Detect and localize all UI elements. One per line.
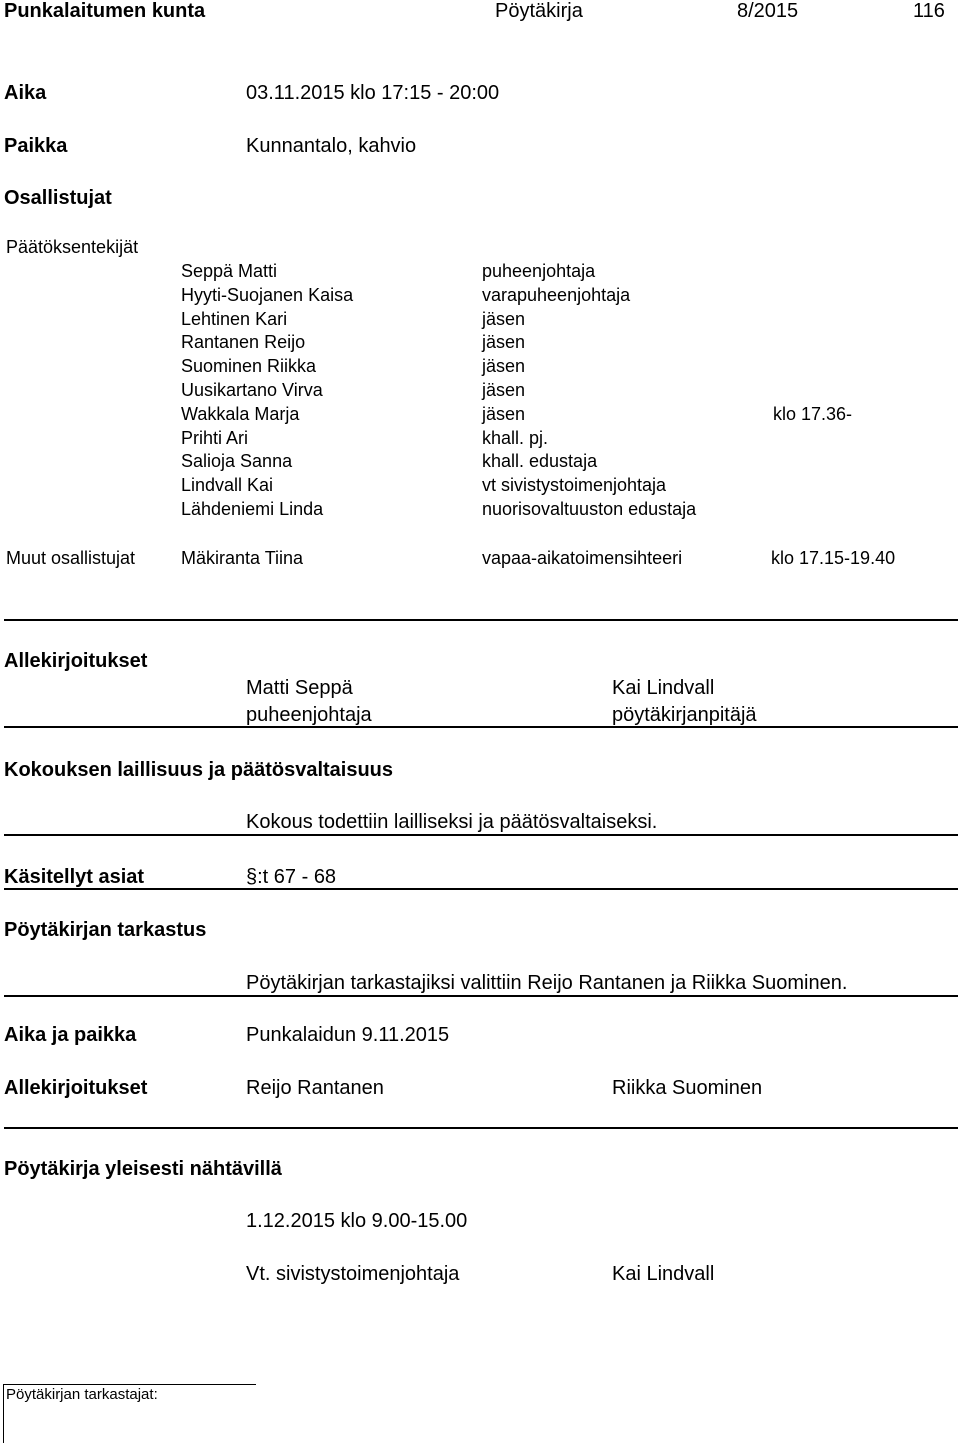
chair-name: Matti Seppä (246, 677, 353, 699)
member-name: Suominen Riikka (181, 356, 317, 376)
other-participants-label: Muut osallistujat (6, 548, 136, 568)
member-name: Prihti Ari (181, 428, 249, 448)
reviewers-initials-box (3, 1384, 256, 1443)
divider (4, 888, 958, 890)
official-name: Kai Lindvall (612, 1263, 715, 1285)
time-place-value: Punkalaidun 9.11.2015 (246, 1024, 450, 1046)
member-role: puheenjohtaja (482, 261, 596, 281)
divider (4, 995, 958, 997)
reviewer-2-name: Riikka Suominen (612, 1077, 763, 1099)
time-place-label: Aika ja paikka (4, 1024, 137, 1046)
official-title: Vt. sivistystoimenjohtaja (246, 1263, 460, 1285)
member-name: Rantanen Reijo (181, 332, 306, 352)
review-label: Pöytäkirjan tarkastus (4, 919, 207, 941)
header-page-number: 116 (913, 0, 945, 22)
member-role: varapuheenjohtaja (482, 285, 631, 305)
secretary-name: Kai Lindvall (612, 677, 715, 699)
review-text: Pöytäkirjan tarkastajiksi valittiin Reijo Rantanen ja Riikka Suominen. (246, 972, 848, 994)
reviewers-label: Pöytäkirjan tarkastajat: (6, 1386, 158, 1403)
legality-label: Kokouksen laillisuus ja päätösvaltaisuus (4, 759, 394, 781)
time-label: Aika (4, 82, 47, 104)
place-value: Kunnantalo, kahvio (246, 135, 417, 157)
member-name: Lähdeniemi Linda (181, 499, 324, 519)
decision-makers-label: Päätöksentekijät (6, 237, 139, 257)
items-label: Käsitellyt asiat (4, 866, 145, 888)
other-participant-role: vapaa-aikatoimensihteeri (482, 548, 683, 568)
reviewer-1-name: Reijo Rantanen (246, 1077, 384, 1099)
member-note: klo 17.36- (773, 404, 853, 424)
other-participant-name: Mäkiranta Tiina (181, 548, 304, 568)
secretary-role: pöytäkirjanpitäjä (612, 704, 757, 726)
member-name: Hyyti-Suojanen Kaisa (181, 285, 354, 305)
member-name: Lehtinen Kari (181, 309, 288, 329)
participants-label: Osallistujat (4, 187, 112, 209)
divider (4, 726, 958, 728)
chair-role: puheenjohtaja (246, 704, 372, 726)
member-name: Uusikartano Virva (181, 380, 323, 400)
other-participant-note: klo 17.15-19.40 (771, 548, 896, 568)
member-role: jäsen (482, 309, 526, 329)
member-role: jäsen (482, 380, 526, 400)
header-doc-type: Pöytäkirja (495, 0, 583, 22)
member-role: khall. edustaja (482, 451, 598, 471)
time-value: 03.11.2015 klo 17:15 - 20:00 (246, 82, 500, 104)
member-role: jäsen (482, 332, 526, 352)
member-name: Salioja Sanna (181, 451, 293, 471)
public-display-date: 1.12.2015 klo 9.00-15.00 (246, 1210, 468, 1232)
divider (4, 834, 958, 836)
member-role: vt sivistystoimenjohtaja (482, 475, 667, 495)
header-organization: Punkalaitumen kunta (4, 0, 206, 22)
legality-text: Kokous todettiin lailliseksi ja päätösvaltaiseksi. (246, 811, 658, 833)
member-name: Lindvall Kai (181, 475, 274, 495)
member-role: jäsen (482, 404, 526, 424)
review-signatures-label: Allekirjoitukset (4, 1077, 148, 1099)
items-value: §:t 67 - 68 (246, 866, 337, 888)
member-role: khall. pj. (482, 428, 549, 448)
place-label: Paikka (4, 135, 68, 157)
divider (4, 1127, 958, 1129)
public-display-label: Pöytäkirja yleisesti nähtävillä (4, 1158, 282, 1180)
member-name: Seppä Matti (181, 261, 278, 281)
header-number: 8/2015 (737, 0, 799, 22)
member-role: jäsen (482, 356, 526, 376)
signatures-label: Allekirjoitukset (4, 650, 148, 672)
member-role: nuorisovaltuuston edustaja (482, 499, 697, 519)
divider (4, 619, 958, 621)
member-name: Wakkala Marja (181, 404, 300, 424)
